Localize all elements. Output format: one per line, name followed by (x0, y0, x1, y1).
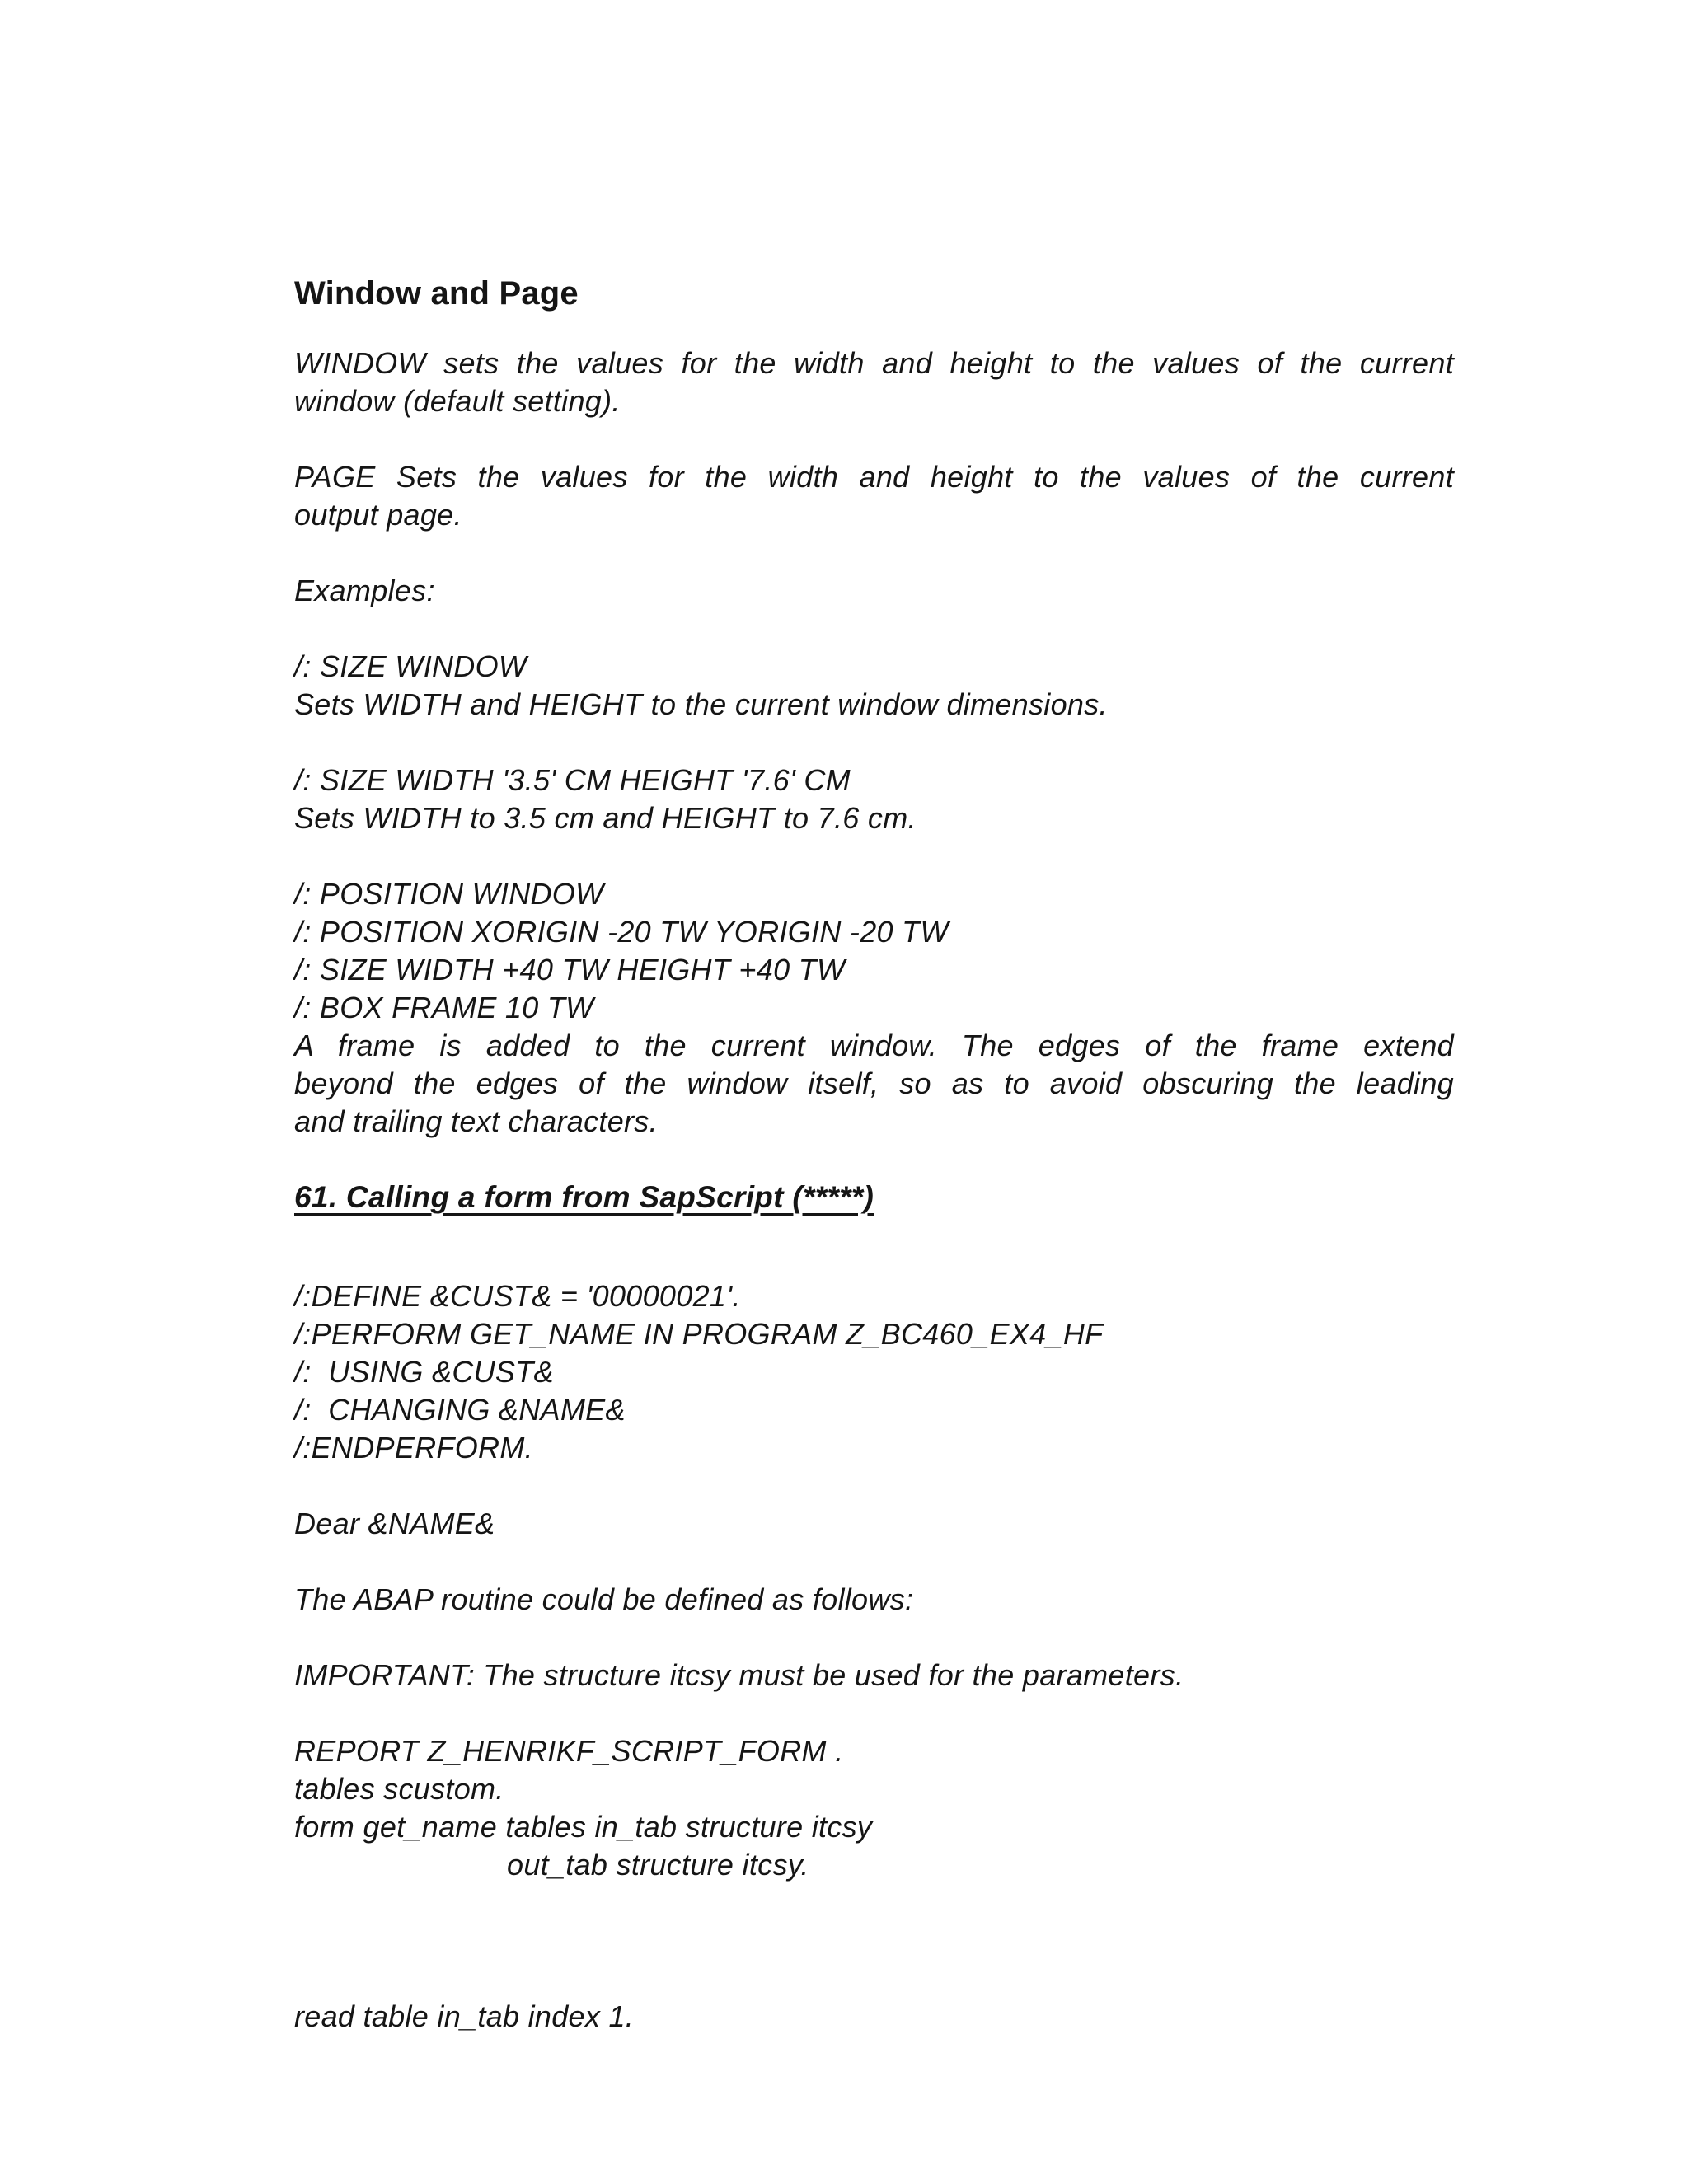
spacer (294, 534, 1454, 572)
spacer (294, 1619, 1454, 1657)
section-heading: 61. Calling a form from SapScript (*****) (294, 1180, 874, 1214)
text-line: /:PERFORM GET_NAME IN PROGRAM Z_BC460_EX4_HF (294, 1317, 1104, 1351)
spacer (294, 1141, 1454, 1179)
text-line: output page. (294, 498, 462, 532)
text-line: The ABAP routine could be defined as follows: (294, 1582, 914, 1616)
paragraph (294, 458, 1454, 534)
spacer (294, 724, 1454, 762)
text-line: REPORT Z_HENRIKF_SCRIPT_FORM . (294, 1734, 844, 1768)
text-line: PAGE Sets the values for the width and height to the values of the current (294, 460, 1454, 494)
text-line: /: SIZE WIDTH '3.5' CM HEIGHT '7.6' CM (294, 763, 851, 797)
text-line: /: CHANGING &NAME& (294, 1393, 626, 1427)
spacer (294, 610, 1454, 648)
spacer (294, 1543, 1454, 1581)
text-line: /: POSITION XORIGIN -20 TW YORIGIN -20 TW (294, 915, 949, 949)
text-line: IMPORTANT: The structure itcsy must be used for the parameters. (294, 1658, 1184, 1692)
text-line: /:DEFINE &CUST& = '00000021'. (294, 1279, 741, 1313)
text-line: read table in_tab index 1. (294, 1999, 635, 2033)
spacer (294, 837, 1454, 875)
paragraph (294, 1027, 1454, 1141)
spacer (294, 1467, 1454, 1505)
spacer (294, 420, 1454, 458)
spacer (294, 1694, 1454, 1732)
document-content (294, 272, 1454, 2036)
text-line: WINDOW sets the values for the width and height to the values of the current (294, 346, 1454, 380)
text-line: beyond the edges of the window itself, so as to avoid obscuring the leading (294, 1066, 1454, 1100)
page-heading: Window and Page (294, 275, 579, 312)
text-line: out_tab structure itcsy. (507, 1848, 809, 1882)
spacer (294, 1216, 1454, 1277)
text-line: Examples: (294, 574, 435, 607)
text-line: /: USING &CUST& (294, 1355, 554, 1389)
text-line: A frame is added to the current window. The edges of the frame extend (294, 1029, 1454, 1062)
text-line: /:ENDPERFORM. (294, 1431, 533, 1465)
text-line: /: BOX FRAME 10 TW (294, 991, 594, 1024)
paragraph (294, 344, 1454, 420)
text-line: tables scustom. (294, 1772, 504, 1806)
text-line: Sets WIDTH to 3.5 cm and HEIGHT to 7.6 cm. (294, 801, 917, 835)
text-line: Dear &NAME& (294, 1507, 495, 1540)
text-line: /: SIZE WIDTH +40 TW HEIGHT +40 TW (294, 953, 846, 987)
text-line: and trailing text characters. (294, 1104, 658, 1138)
spacer (294, 315, 1454, 344)
text-line: /: POSITION WINDOW (294, 877, 604, 911)
spacer (294, 1884, 1454, 1998)
text-line: /: SIZE WINDOW (294, 649, 528, 683)
text-line: Sets WIDTH and HEIGHT to the current window dimensions. (294, 687, 1108, 721)
text-line: form get_name tables in_tab structure itcsy (294, 1810, 873, 1844)
text-line: window (default setting). (294, 384, 621, 418)
